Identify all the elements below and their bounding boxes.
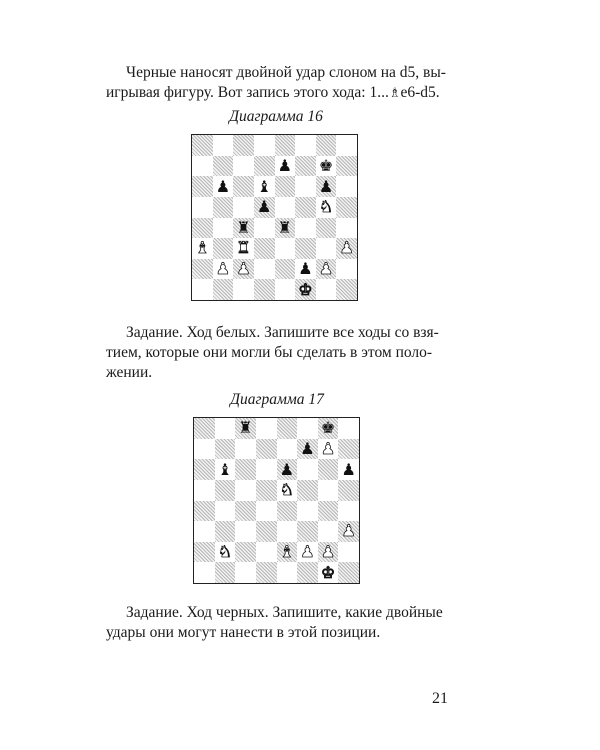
white-king-icon: ♚ [320,562,336,582]
white-bishop-icon: ♝ [195,238,210,258]
square-a6 [194,459,215,480]
text-line: тием, которые они могли бы сделать в этом поло- [106,344,433,361]
square-h8 [336,135,357,156]
square-c1 [233,279,254,300]
square-c2 [235,542,256,563]
square-a5 [192,197,213,218]
square-f5 [295,197,316,218]
square-g4 [318,501,339,522]
black-pawn-icon: ♟ [341,459,356,479]
square-h8 [338,418,359,439]
square-c7 [235,439,256,460]
black-pawn-icon: ♟ [279,459,294,479]
square-a2 [194,542,215,563]
square-c4 [233,218,254,239]
square-d8 [256,418,277,439]
square-f3 [297,521,318,542]
square-c3 [235,521,256,542]
square-d1 [256,562,277,583]
square-d7 [254,156,275,177]
square-f4 [295,218,316,239]
square-c3 [233,238,254,259]
square-f6 [297,459,318,480]
square-h1 [336,279,357,300]
square-b4 [213,218,234,239]
square-d8 [254,135,275,156]
square-a6 [192,176,213,197]
square-c7 [233,156,254,177]
diagram-16-caption: Диаграмма 16 [229,108,323,125]
square-e6 [275,176,296,197]
square-d3 [256,521,277,542]
square-f1 [297,562,318,583]
square-f8 [295,135,316,156]
square-g8 [318,418,339,439]
square-e6 [277,459,298,480]
square-b8 [213,135,234,156]
black-bishop-icon: ♝ [257,176,272,196]
square-h2 [336,259,357,280]
square-c6 [233,176,254,197]
square-c6 [235,459,256,480]
square-f4 [297,501,318,522]
text-fragment: игрывая фигуру. Вот запись этого хода: 1... [106,84,389,101]
square-f8 [297,418,318,439]
square-e7 [277,439,298,460]
square-b2 [215,542,236,563]
chess-board-diagram-16 [191,134,358,301]
black-pawn-icon: ♟ [215,176,231,196]
square-b6 [213,176,234,197]
square-h6 [338,459,359,480]
square-b7 [215,439,236,460]
task-16-paragraph [106,323,448,383]
square-b3 [213,238,234,259]
square-g2 [316,259,337,280]
square-e4 [277,501,298,522]
square-g3 [316,238,337,259]
square-e4 [275,218,296,239]
square-d5 [254,197,275,218]
square-g4 [316,218,337,239]
square-e2 [275,259,296,280]
square-e2 [277,542,298,563]
text-line: Задание. Ход черных. Запишите, какие двойные [126,604,443,621]
text-line: удары они могут нанести в этой позиции. [106,624,381,641]
white-pawn-icon: ♟ [236,259,251,279]
square-b5 [215,480,236,501]
square-d6 [256,459,277,480]
square-h6 [336,176,357,197]
square-h4 [336,218,357,239]
text-line [106,83,448,104]
black-pawn-icon: ♟ [257,197,272,217]
square-c2 [233,259,254,280]
text-line: Черные наносят двойной удар слоном на d5, вы- [126,64,446,81]
black-pawn-icon: ♟ [318,176,334,196]
square-h1 [338,562,359,583]
text-line: жении. [106,364,153,381]
square-e3 [277,521,298,542]
square-g7 [316,156,337,177]
square-f7 [297,439,318,460]
black-rook-icon: ♜ [238,418,253,438]
square-b2 [213,259,234,280]
text-fragment: e6-d5. [400,84,440,101]
black-pawn-icon: ♟ [277,155,292,175]
square-b7 [213,156,234,177]
square-c4 [235,501,256,522]
square-d6 [254,176,275,197]
square-a4 [192,218,213,239]
square-g7 [318,439,339,460]
square-h3 [338,521,359,542]
square-d2 [254,259,275,280]
square-a3 [194,521,215,542]
square-h7 [336,156,357,177]
square-h3 [336,238,357,259]
square-g2 [318,542,339,563]
square-b3 [215,521,236,542]
square-a5 [194,480,215,501]
white-king-icon: ♚ [298,279,313,299]
square-b4 [215,501,236,522]
square-d5 [256,480,277,501]
square-g1 [318,562,339,583]
square-a8 [192,135,213,156]
black-king-icon: ♚ [320,418,336,438]
square-e5 [277,480,298,501]
square-e3 [275,238,296,259]
square-a7 [192,156,213,177]
square-d3 [254,238,275,259]
white-pawn-icon: ♟ [215,259,231,279]
square-e5 [275,197,296,218]
white-pawn-icon: ♟ [318,259,334,279]
black-pawn-icon: ♟ [298,259,313,279]
square-g1 [316,279,337,300]
white-pawn-icon: ♟ [339,238,354,258]
white-bishop-icon: ♝ [279,542,294,562]
white-pawn-icon: ♟ [320,438,336,458]
square-b6 [215,459,236,480]
square-c1 [235,562,256,583]
square-g6 [316,176,337,197]
square-e1 [275,279,296,300]
square-f3 [295,238,316,259]
square-g5 [316,197,337,218]
page-number: 21 [432,690,448,707]
square-g5 [318,480,339,501]
square-a1 [194,562,215,583]
square-g3 [318,521,339,542]
white-pawn-icon: ♟ [300,542,315,562]
black-king-icon: ♚ [318,155,334,175]
square-e8 [275,135,296,156]
square-c5 [235,480,256,501]
square-c8 [235,418,256,439]
white-knight-icon: ♞ [279,480,294,500]
square-e7 [275,156,296,177]
square-e1 [277,562,298,583]
square-h2 [338,542,359,563]
text-line: Задание. Ход белых. Запишите все ходы со взя- [126,324,439,341]
black-rook-icon: ♜ [277,217,292,237]
square-a4 [194,501,215,522]
square-f6 [295,176,316,197]
square-d7 [256,439,277,460]
square-h7 [338,439,359,460]
square-a2 [192,259,213,280]
square-a7 [194,439,215,460]
square-e8 [277,418,298,439]
square-h5 [338,480,359,501]
square-d4 [254,218,275,239]
square-b1 [213,279,234,300]
square-a8 [194,418,215,439]
square-c5 [233,197,254,218]
white-knight-icon: ♞ [217,542,233,562]
black-rook-icon: ♜ [236,217,251,237]
square-f1 [295,279,316,300]
square-f7 [295,156,316,177]
square-a1 [192,279,213,300]
black-pawn-icon: ♟ [300,438,315,458]
white-pawn-icon: ♟ [320,542,336,562]
square-b1 [215,562,236,583]
chess-board-diagram-17 [193,417,360,584]
square-f2 [297,542,318,563]
intro-paragraph [106,63,448,104]
square-h4 [338,501,359,522]
square-a3 [192,238,213,259]
square-c8 [233,135,254,156]
white-bishop-icon: ♗ [388,86,401,101]
square-g8 [316,135,337,156]
task-17-paragraph [106,603,448,643]
square-b8 [215,418,236,439]
square-d1 [254,279,275,300]
square-d2 [256,542,277,563]
diagram-17-caption: Диаграмма 17 [230,391,324,408]
square-h5 [336,197,357,218]
white-pawn-icon: ♟ [341,521,356,541]
square-b5 [213,197,234,218]
square-g6 [318,459,339,480]
square-d4 [256,501,277,522]
square-f5 [297,480,318,501]
black-bishop-icon: ♝ [217,459,233,479]
square-f2 [295,259,316,280]
white-knight-icon: ♞ [318,197,334,217]
white-rook-icon: ♜ [236,238,251,258]
